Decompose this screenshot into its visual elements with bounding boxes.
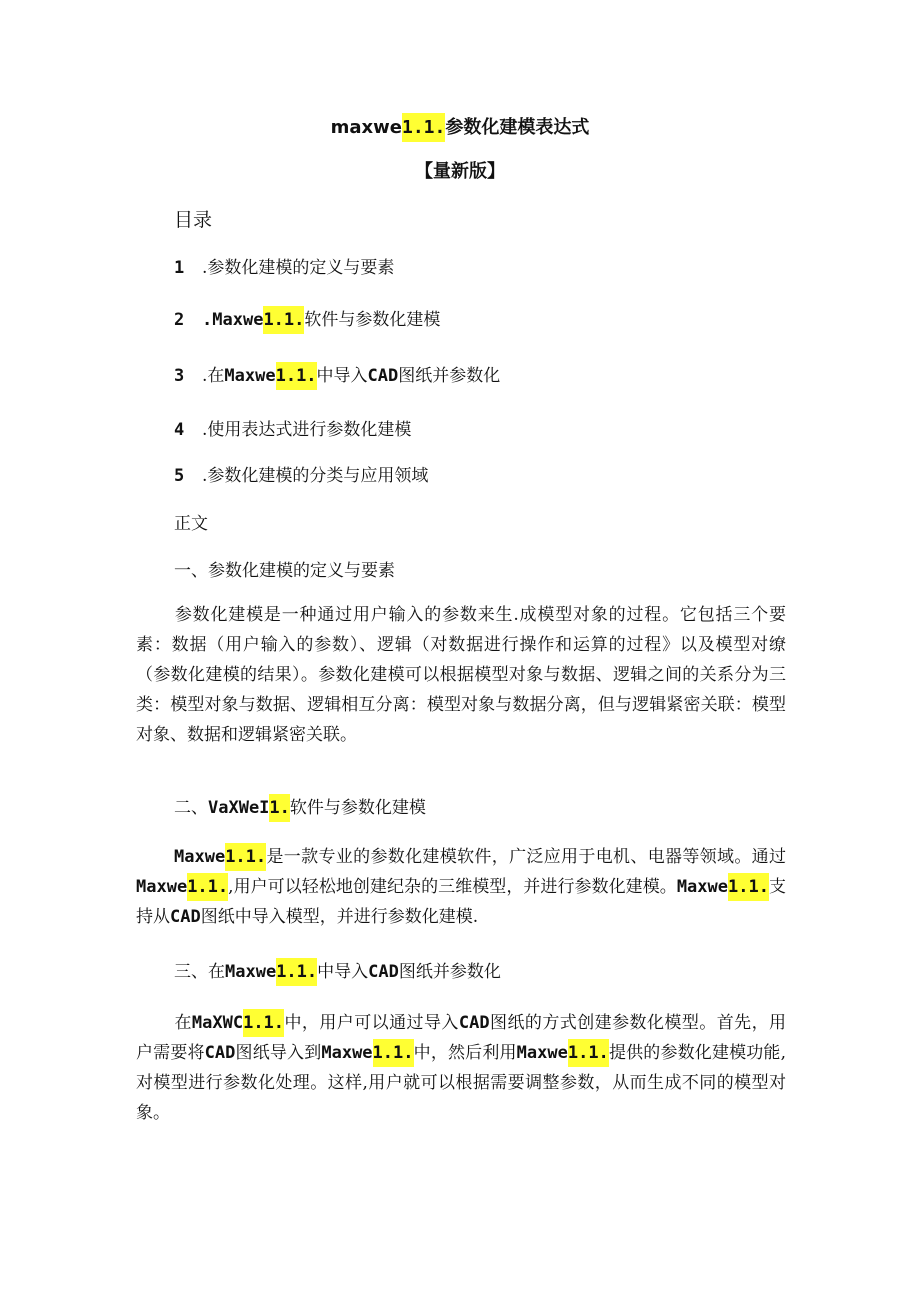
toc-item-1: 1 .参数化建模的定义与要素 bbox=[174, 258, 395, 278]
toc-item-2: 2 .Maxwe1.1.软件与参数化建模 bbox=[174, 308, 440, 332]
section-2-paragraph: Maxwe1.1.是一款专业的参数化建模软件，广泛应用于电机、电器等领域。通过Maxwe1.1.,用户可以轻松地创建纪杂的三维模型，并进行参数化建模。Maxwe1.1.支持从CAD图纸中导入模型，并进行参数化建模. bbox=[136, 842, 786, 932]
toc-item-3: 3 .在Maxwe1.1.中导入CAD图纸并参数化 bbox=[174, 364, 500, 388]
title-highlight: 1.1. bbox=[402, 113, 445, 142]
toc-item-4: 4 .使用表达式进行参数化建模 bbox=[174, 420, 412, 440]
section-3-paragraph: 在MaXWC1.1.中，用户可以通过导入CAD图纸的方式创建参数化模型。首先，用户需要将CAD图纸导入到Maxwe1.1.中，然后利用Maxwe1.1.提供的参数化建模功能,对模型进行参数化处理。这样,用户就可以根据需要调整参数，从而生成不同的模型对象。 bbox=[136, 1008, 786, 1128]
section-1-heading: 一、参数化建模的定义与要素 bbox=[174, 561, 395, 581]
title-prefix: maxwe bbox=[330, 117, 402, 138]
toc-item-5: 5 .参数化建模的分类与应用领域 bbox=[174, 466, 429, 486]
doc-edition: 【量新版】 bbox=[415, 161, 505, 182]
section-2-heading: 二、VaXWeI1.软件与参数化建模 bbox=[174, 796, 426, 820]
body-heading: 正文 bbox=[174, 514, 208, 534]
section-3-heading: 三、在Maxwe1.1.中导入CAD图纸并参数化 bbox=[174, 960, 501, 984]
doc-title bbox=[0, 116, 920, 140]
toc-heading: 目录 bbox=[174, 209, 213, 231]
section-1-paragraph: 参数化建模是一种通过用户输入的参数来生.成模型对象的过程。它包括三个要素：数据（用户输入的参数）、逻辑（对数据进行操作和运算的过程》以及模型对缭（参数化建模的结果）。参数化建模可以根据模型对象与数据、逻辑之间的关系分为三类：模型对象与数据、逻辑相互分离：模型对象与数据分离，但与逻辑紧密关联：模型对象、数据和逻辑紧密关联。 bbox=[136, 605, 786, 745]
title-suffix: 参数化建模表达式 bbox=[445, 117, 590, 138]
